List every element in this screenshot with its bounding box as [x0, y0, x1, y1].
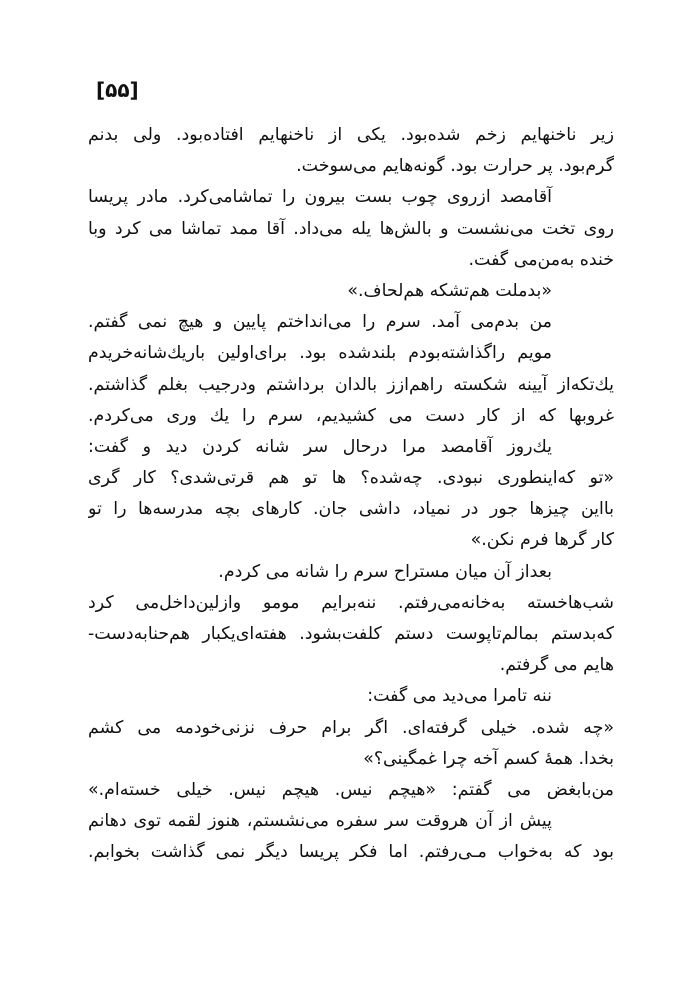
text-line: من‌بابغض می گفتم: «هیچم نیس. هیچم نیس. خیلی خسته‌ام.» — [88, 779, 614, 800]
body-text — [88, 120, 614, 869]
text-line: «بدملت هم‌تشکه هم‌لحاف.» — [347, 280, 552, 301]
text-line: «چه شده. خیلی گرفته‌ای. اگر برام حرف نزنی‌خودمه می کشم — [88, 717, 614, 738]
text-line: بخدا. همهٔ کسم آخه چرا غمگینی؟» — [363, 748, 614, 769]
text-line: «تو که‌اینطوری نبودی. چه‌شده؟ ها تو هم قرتی‌شدی؟ کار گری — [88, 468, 614, 489]
text-line: آقامصد ازروی چوب بست بیرون را تماشامی‌کرد. مادر پریسا — [88, 187, 552, 208]
text-line: شب‌ها‌خسته به‌خانه‌می‌رفتم. ننه‌برایم مومو وازلین‌داخل‌می کرد — [88, 592, 614, 613]
page-number: [۵۵] — [96, 78, 139, 102]
text-line: که‌بدستم بمالم‌تاپوست دستم کلفت‌بشود. هفته‌ای‌یکبار هم‌حنابه‌دست- — [88, 624, 614, 644]
text-line: گرم‌بود. پر حرارت بود. گونه‌هایم می‌سوخت. — [296, 156, 614, 177]
text-line: زیر ناخنهایم زخم شده‌بود. یکی از ناخنهایم افتاده‌بود. ولی بدنم — [88, 125, 614, 145]
text-line: یك‌روز آقامصد مرا درحال سر شانه کردن دید و گفت: — [88, 436, 552, 457]
text-line: روی تخت می‌نشست و بالش‌ها یله می‌داد. آقا ممد تماشا می کرد وبا — [88, 218, 614, 239]
text-line: خنده به‌من‌می گفت. — [468, 249, 614, 270]
text-line: ننه تامرا می‌دید می گفت: — [367, 686, 552, 707]
text-line: بود که به‌خواب مـی‌رفتم. اما فکر پریسا دیگر نمی گذاشت بخوابم. — [88, 842, 614, 863]
text-line: بااین چیزها جور در نمیاد، داشی جان. کارهای بچه مدرسه‌ها را تو — [88, 499, 614, 520]
text-line: پیش از آن هروقت سر سفره می‌نشستم، هنوز لقمه توی دهانم — [88, 811, 552, 832]
text-line: کار گرها فرم نکن.» — [470, 530, 614, 551]
text-line: بعداز آن میان مستراح سرم را شانه می کردم. — [218, 561, 552, 582]
text-line: من بدم‌می آمد. سرم را می‌انداختم پایین و هیچ نمی گفتم. — [88, 312, 552, 333]
text-line: هایم می گرفتم. — [499, 655, 614, 676]
text-line: یك‌تکه‌از آیینه شکسته راهم‌ازز بالدان برداشتم ودرجیب بغلم گذاشتم. — [88, 374, 614, 395]
text-line: مویم راگذاشته‌بودم بلندشده بود. برای‌اولین باریك‌شانه‌خریدم — [88, 343, 552, 364]
text-line: غروبها که از کار دست می کشیدیم، سرم را یك وری می‌کردم. — [88, 405, 614, 426]
